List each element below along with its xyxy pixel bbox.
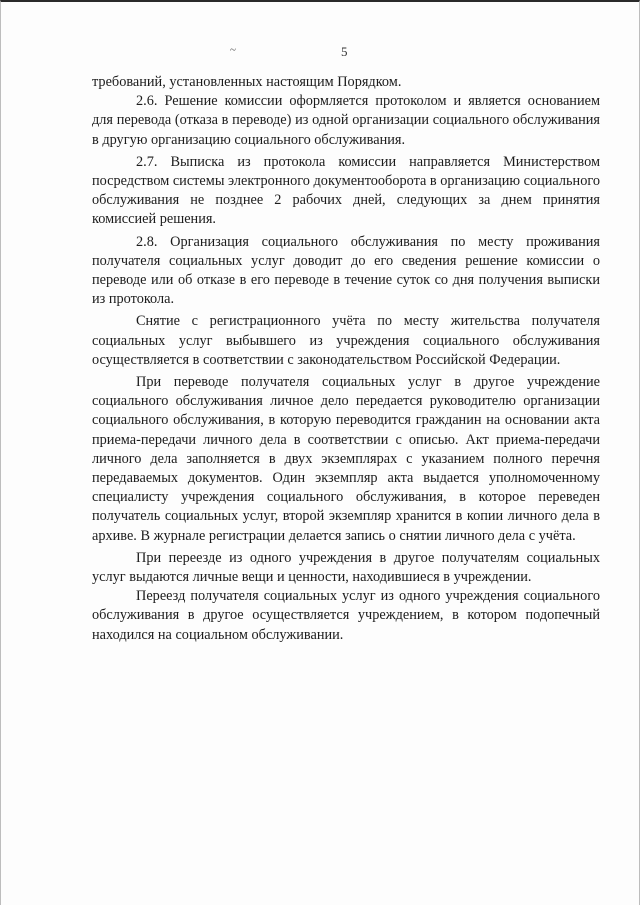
paragraph-deregistration: Снятие с регистрационного учёта по месту жительства получателя социальных услуг выбывшего из учреждения социального обслуживания осуществляется в соответствии с законодательством Российской Федерации. [92, 313, 600, 368]
paragraph-relocation: Переезд получателя социальных услуг из одного учреждения социального обслуживания в другое осуществляется учреждением, в котором подопечный находился на социальном обслуживании. [92, 588, 600, 643]
paragraph-2-6: 2.6. Решение комиссии оформляется протоколом и является основанием для перевода (отказа в переводе) из одной организации социального обслуживания в другую организацию социального обслуживания. [92, 93, 600, 148]
paragraph-belongings: При переезде из одного учреждения в другое получателям социальных услуг выдаются личные вещи и ценности, находившиеся в учреждении. [92, 549, 600, 586]
paragraph-continuation: требований, установленных настоящим Порядком. [92, 74, 402, 90]
document-body [92, 73, 600, 645]
paragraph-transfer-file: При переводе получателя социальных услуг в другое учреждение социального обслуживания личное дело передается руководителю организации социального обслуживания, в которую переводится гражданин на основании акта приема-передачи личного дела в соответствии с описью. Акт приема-передачи личного дела заполняется в двух экземплярах с указанием полного перечня передаваемых документов. Один экземпляр акта выдается уполномоченному специалисту учреждения социального обслуживания, в которое переведен получатель социальных услуг, второй экземпляр хранится в копии личного дела в архиве. В журнале регистрации делается запись о снятии личного дела с учёта. [92, 374, 600, 544]
page-number: 5 [341, 44, 348, 59]
paragraph-2-7: 2.7. Выписка из протокола комиссии направляется Министерством посредством системы электронного документооборота в организацию социального обслуживания не позднее 2 рабочих дней, следующих за днем принятия комиссией решения. [92, 153, 600, 228]
paragraph-2-8: 2.8. Организация социального обслуживания по месту проживания получателя социальных услуг доводит до его сведения решение комиссии о переводе или об отказе в его переводе в течение суток со дня получения выписки из протокола. [92, 233, 600, 308]
scan-mark: ~ [230, 44, 236, 56]
